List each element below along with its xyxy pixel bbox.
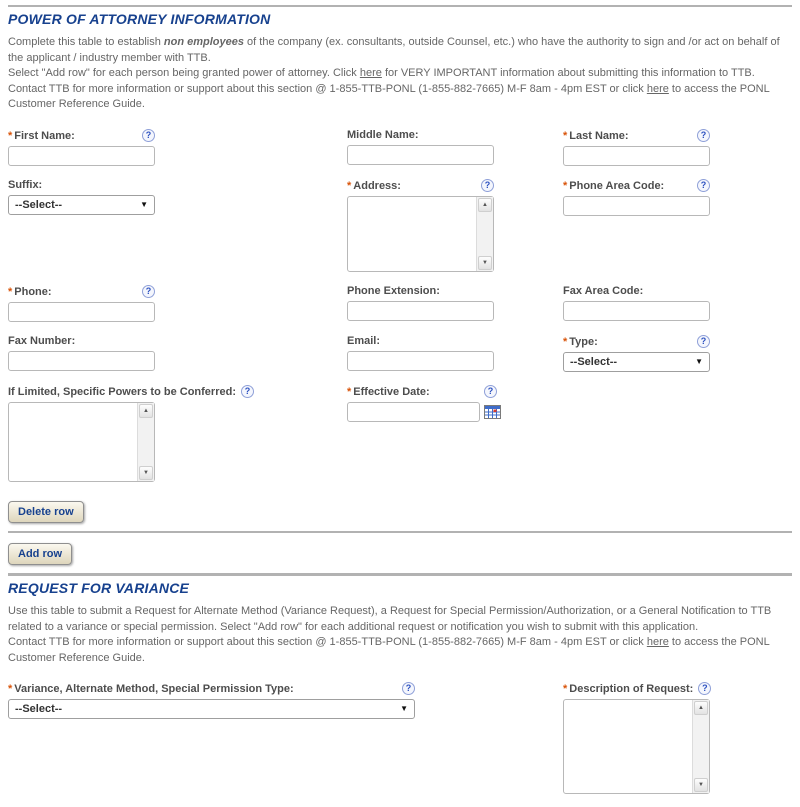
help-icon[interactable]: ? [698,682,711,695]
variance-intro-text [8,604,792,666]
help-icon[interactable]: ? [697,179,710,192]
suffix-select[interactable]: --Select-- ▼ [8,195,155,215]
help-icon[interactable]: ? [697,129,710,142]
poa-form-grid [8,129,792,495]
type-field-group [563,335,792,372]
poa-intro-line-1: Complete this table to establish non employees of the company (ex. consultants, outside Counsel, etc.) who have the authority to sign and /or act on behalf of the applicant / industry member with TTB. [8,36,780,64]
middle-name-field-group [347,129,563,166]
textarea-scrollbar[interactable] [137,403,154,481]
help-icon[interactable]: ? [697,335,710,348]
phone-field-group [8,285,347,322]
section-divider [8,531,792,533]
top-divider [8,5,792,7]
first-name-input[interactable] [8,146,155,166]
phone-extension-input[interactable] [347,301,494,321]
poa-intro-line-3: Contact TTB for more information or support about this section @ 1-855-TTB-PONL (1-855-882-7665) M-F 8am - 4pm EST or click here to access the PONL Customer Reference Guide. [8,82,770,111]
scroll-down-icon[interactable]: ▼ [694,778,708,792]
effective-date-field-group [347,385,563,482]
help-icon[interactable]: ? [402,682,415,695]
important-info-link[interactable]: here [359,67,382,80]
poa-intro-line-2: Select "Add row" for each person being granted power of attorney. Click here for VERY IMPORTANT information about submitting this information to TTB. [8,67,755,80]
address-textarea[interactable] [347,196,494,272]
form-page [0,5,800,789]
powers-field-group [8,385,347,482]
phone-area-code-field-group [563,179,792,272]
variance-section-title: REQUEST FOR VARIANCE [8,580,190,597]
fax-number-label: Fax Number: [8,335,76,348]
phone-extension-field-group [347,285,563,322]
type-select[interactable]: --Select-- ▼ [563,352,710,372]
suffix-label: Suffix: [8,179,43,192]
powers-label: If Limited, Specific Powers to be Conferred: [8,385,236,398]
middle-name-input[interactable] [347,145,494,165]
poa-section-title: POWER OF ATTORNEY INFORMATION [8,11,271,27]
effective-date-input[interactable] [347,402,480,422]
description-field-group [563,682,792,794]
last-name-field-group [563,129,792,166]
delete-row-button[interactable]: Delete row [8,501,84,523]
scroll-down-icon[interactable]: ▼ [478,256,492,270]
variance-type-label: * Variance, Alternate Method, Special Permission Type: [8,682,294,695]
help-icon[interactable]: ? [484,385,497,398]
variance-form-grid [8,682,792,807]
first-name-field-group [8,129,347,166]
fax-area-code-label: Fax Area Code: [563,285,644,298]
variance-divider [8,573,792,576]
add-row-button[interactable]: Add row [8,543,72,565]
dropdown-arrow-icon: ▼ [695,357,703,367]
last-name-label: * Last Name: [563,129,629,142]
variance-intro-line-1: Use this table to submit a Request for Alternate Method (Variance Request), a Request for Special Permission/Authorization, or a General Notification to TTB related to a variance or special permission. Select "Add row" for each additional request or notification you wish to submit with this application. [8,605,772,633]
address-field-group [347,179,563,272]
address-label: * Address: [347,179,401,192]
empty-cell [563,385,792,482]
type-label: * Type: [563,335,598,348]
powers-textarea[interactable] [8,402,155,482]
scroll-up-icon[interactable]: ▲ [478,198,492,212]
first-name-label: * First Name: [8,129,75,142]
textarea-scrollbar[interactable] [692,700,709,793]
phone-area-code-input[interactable] [563,196,710,216]
email-field-group [347,335,563,372]
scroll-up-icon[interactable]: ▲ [694,701,708,715]
phone-area-code-label: * Phone Area Code: [563,179,665,192]
description-textarea[interactable] [563,699,710,794]
fax-area-code-field-group [563,285,792,322]
dropdown-arrow-icon: ▼ [400,704,408,714]
non-employees-emphasis: non employees [163,36,244,48]
phone-extension-label: Phone Extension: [347,285,440,298]
effective-date-label: * Effective Date: [347,385,430,398]
email-label: Email: [347,335,381,348]
textarea-scrollbar[interactable] [476,197,493,271]
last-name-input[interactable] [563,146,710,166]
scroll-up-icon[interactable]: ▲ [139,404,153,418]
phone-label: * Phone: [8,285,52,298]
scroll-down-icon[interactable]: ▼ [139,466,153,480]
fax-area-code-input[interactable] [563,301,710,321]
help-icon[interactable]: ? [241,385,254,398]
dropdown-arrow-icon: ▼ [140,200,148,210]
poa-intro-text [8,35,792,113]
ponl-guide-link[interactable]: here [646,636,669,649]
variance-type-select[interactable]: --Select-- ▼ [8,699,415,719]
help-icon[interactable]: ? [481,179,494,192]
suffix-field-group [8,179,347,272]
description-label: * Description of Request: [563,682,694,695]
help-icon[interactable]: ? [142,285,155,298]
fax-number-input[interactable] [8,351,155,371]
email-input[interactable] [347,351,494,371]
fax-number-field-group [8,335,347,372]
variance-intro-line-2: Contact TTB for more information or support about this section @ 1-855-TTB-PONL (1-855-882-7665) M-F 8am - 4pm EST or click here to access the PONL Customer Reference Guide. [8,636,770,664]
calendar-icon[interactable] [484,404,501,423]
phone-input[interactable] [8,302,155,322]
ponl-guide-link[interactable]: here [646,82,669,95]
middle-name-label: Middle Name: [347,129,419,142]
variance-type-field-group [8,682,563,794]
help-icon[interactable]: ? [142,129,155,142]
